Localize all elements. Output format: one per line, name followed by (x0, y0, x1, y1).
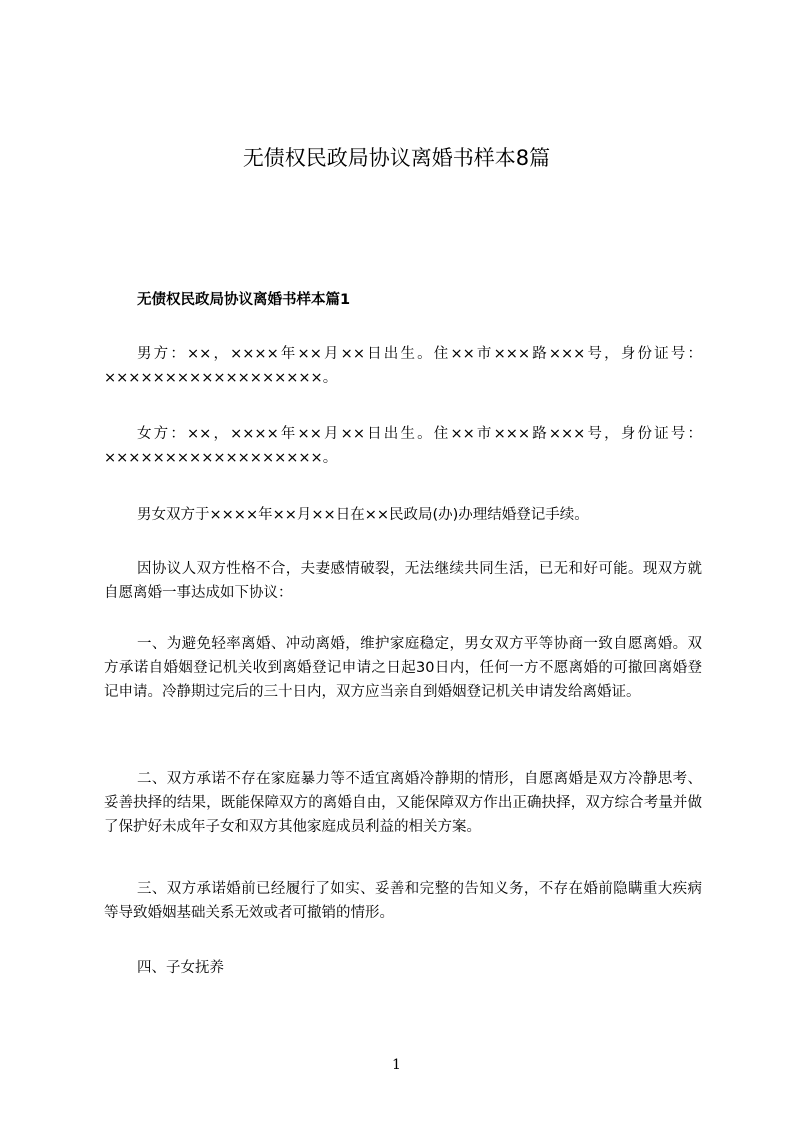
paragraph-clause-two: 二、双方承诺不存在家庭暴力等不适宜离婚冷静期的情形，自愿离婚是双方冷静思考、妥善抉择的结果，既能保障双方的离婚自由，又能保障双方作出正确抉择，双方综合考量并做了保护好未成年子女和双方其他家庭成员利益的相关方案。 (104, 771, 702, 835)
paragraph-female-party: 女方：××，××××年××月××日出生。住××市×××路×××号，身份证号：××××××××××××××××××。 (104, 426, 702, 466)
document-title: 无债权民政局协议离婚书样本8篇 (242, 146, 551, 170)
page-number: 1 (392, 1057, 401, 1073)
paragraph-divorce-reason: 因协议人双方性格不合，夫妻感情破裂，无法继续共同生活，已无和好可能。现双方就自愿离婚一事达成如下协议： (104, 561, 702, 601)
paragraph-clause-one: 一、为避免轻率离婚、冲动离婚，维护家庭稳定，男女双方平等协商一致自愿离婚。双方承诺自婚姻登记机关收到离婚登记申请之日起30日内，任何一方不愿离婚的可撤回离婚登记申请。冷静期过完后的三十日内，双方应当亲自到婚姻登记机关申请发给离婚证。 (104, 636, 702, 700)
section-heading: 无债权民政局协议离婚书样本篇1 (137, 292, 351, 308)
paragraph-male-party: 男方：××，××××年××月××日出生。住××市×××路×××号，身份证号：××××××××××××××××××。 (104, 346, 702, 386)
paragraph-clause-four-heading: 四、子女抚养 (137, 960, 224, 976)
paragraph-clause-three: 三、双方承诺婚前已经履行了如实、妥善和完整的告知义务，不存在婚前隐瞒重大疾病等导致婚姻基础关系无效或者可撤销的情形。 (104, 881, 702, 921)
paragraph-marriage-registration: 男女双方于××××年××月××日在××民政局(办)办理结婚登记手续。 (137, 507, 589, 523)
